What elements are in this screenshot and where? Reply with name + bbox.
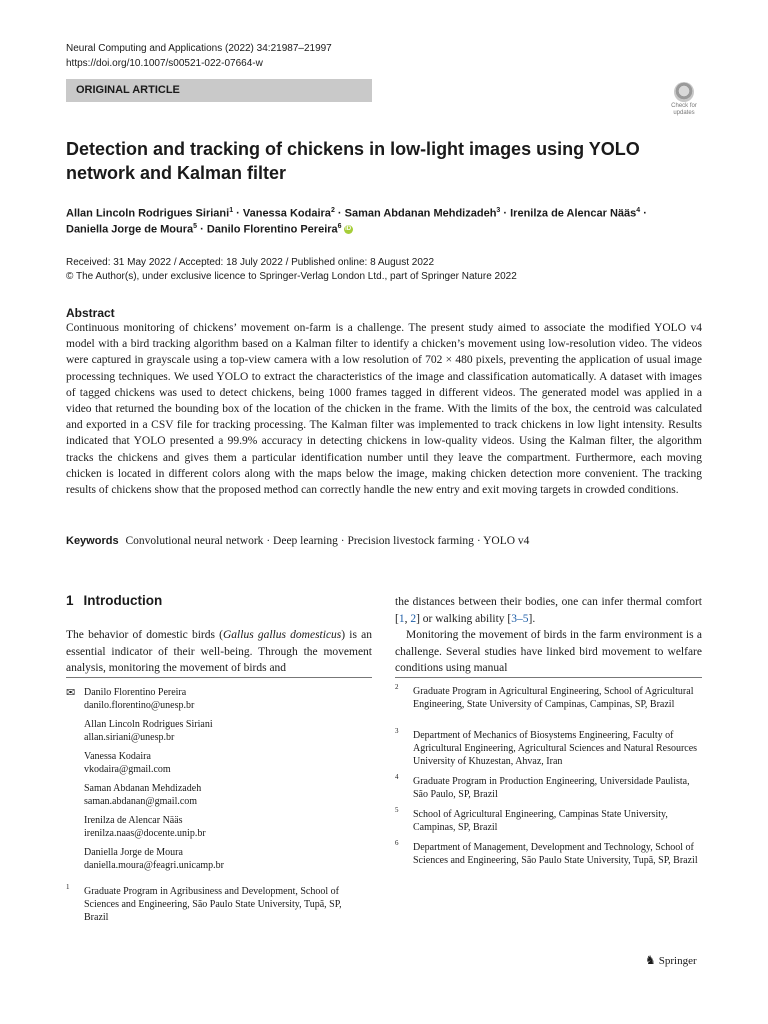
- abstract-body: Continuous monitoring of chickens’ movement on-farm is a challenge. The present study aimed to associate the modified YOLO v4 model with a bird tracking algorithm based on a Kalman filter to identify a chicken’s movement using low-resolution video. The videos were captured in grayscale using a top-view camera with a low resolution of 702 × 480 pixels, preventing the application of usual image processing techniques. We used YOLO to extract the characteristics of the image and classification automatically. A dataset with images of tagged chickens was used to detect chickens, being 1000 frames tagged in different videos. The generated model was applied in a video that returned the bounding box of the location of the chicken in the frame. With the limits of the box, the centroid was calculated and exported in a CSV file for tracking processing. The Kalman filter was implemented to track chickens in low light intensity. Results indicated that YOLO presented a 99.9% accuracy in detecting chickens in low-quality videos. Using the Kalman filter, the algorithm tracks the chickens and gives them a particular identification number until they leave the compartment. Furthermore, each moving chicken is located in different colors along with the maps below the image, making chicken detection more convenient. The tracking results of chickens show that the proposed method can correctly handle the new entry and exit moving targets in crowded conditions.: [66, 322, 702, 497]
- affiliation-text: Graduate Program in Agribusiness and Development, School of Sciences and Engineering, São Paulo State University, Tupã, SP, Brazil: [84, 886, 342, 923]
- author-name[interactable]: Irenilza de Alencar Nääs: [510, 207, 637, 220]
- contact-email[interactable]: vkodaira@gmail.com: [84, 764, 171, 775]
- affiliation-number: 5: [395, 806, 399, 814]
- section-title: Introduction: [83, 593, 163, 608]
- author-affiliation-marker: 1: [229, 207, 234, 214]
- article-title: Detection and tracking of chickens in low-light images using YOLO network and Kalman filter: [66, 139, 640, 183]
- keywords-section: Keywords Convolutional neural network · Deep learning · Precision livestock farming · YOLO v4: [66, 535, 530, 547]
- keyword: Precision livestock farming: [347, 535, 474, 547]
- intro-text: The behavior of domestic birds (: [66, 629, 223, 641]
- author-affiliation-marker: 2: [330, 207, 335, 214]
- contact-name: Irenilza de Alencar Nääs: [84, 815, 183, 826]
- keyword: YOLO v4: [483, 535, 530, 547]
- affiliation-text: School of Agricultural Engineering, Campinas State University, Campinas, SP, Brazil: [413, 809, 668, 833]
- intro-paragraph-left: [66, 627, 372, 677]
- publication-dates: [66, 256, 517, 284]
- contact-email[interactable]: daniella.moura@feagri.unicamp.br: [84, 860, 224, 871]
- article-type-banner: ORIGINAL ARTICLE: [66, 79, 372, 102]
- affiliation-number: 2: [395, 683, 399, 691]
- author-affiliation-marker: 6: [337, 223, 342, 230]
- footnote-divider: [395, 677, 702, 678]
- affiliation-number: 1: [66, 883, 70, 891]
- intro-column-right: [395, 594, 702, 677]
- intro-text: the distances between their bodies, one can infer thermal comfort [: [395, 596, 702, 625]
- author-name[interactable]: Vanessa Kodaira: [242, 207, 331, 220]
- contact-name: Daniella Jorge de Moura: [84, 847, 183, 858]
- intro-text: ,: [404, 612, 411, 625]
- citation-link[interactable]: 2: [410, 612, 417, 625]
- affiliation-text: Graduate Program in Production Engineering, Universidade Paulista, São Paulo, SP, Brazil: [413, 776, 690, 800]
- author-affiliation-marker: 4: [636, 207, 641, 214]
- intro-paragraph: [395, 594, 702, 627]
- author-list-line-2: Daniella Jorge de Moura$^5$ · Danilo Florentino Pereira$^6$ iD: [66, 223, 352, 236]
- copyright-notice: © The Author(s), under exclusive licence to Springer-Verlag London Ltd., part of Springer Nature 2022: [66, 271, 517, 282]
- contact-entry: [84, 846, 224, 872]
- author-name[interactable]: Daniella Jorge de Moura: [66, 223, 194, 236]
- author-name[interactable]: Saman Abdanan Mehdizadeh: [344, 207, 497, 220]
- keyword: Deep learning: [273, 535, 338, 547]
- intro-text: ] or walking ability [: [416, 612, 512, 625]
- contact-entry: [84, 750, 171, 776]
- date-history: Received: 31 May 2022 / Accepted: 18 July 2022 / Published online: 8 August 2022: [66, 257, 435, 268]
- author-name[interactable]: Danilo Florentino Pereira: [206, 223, 338, 236]
- intro-text: ].: [528, 612, 536, 625]
- contact-name: Allan Lincoln Rodrigues Siriani: [84, 719, 213, 730]
- intro-text: ) is an essential indicator of their well-being. Through the movement analysis, monitoring the movement of birds and: [66, 629, 373, 674]
- affiliation-text: Graduate Program in Agricultural Engineering, School of Agricultural Engineering, State University of Campinas, Campinas, SP, Brazil: [413, 686, 694, 710]
- author-affiliation-marker: 5: [193, 223, 198, 230]
- species-name: Gallus gallus domesticus: [223, 629, 342, 641]
- intro-paragraph: Monitoring the movement of birds in the farm environment is a challenge. Several studies have linked bird movement to welfare conditions using manual: [395, 629, 702, 674]
- author-name[interactable]: Allan Lincoln Rodrigues Siriani: [66, 207, 230, 220]
- check-updates-label: Check for updates: [671, 103, 697, 116]
- affiliation-number: 4: [395, 773, 399, 781]
- section-number: 1: [66, 593, 74, 608]
- check-updates-icon: [674, 82, 694, 102]
- contact-entry: [84, 686, 194, 712]
- journal-citation: Neural Computing and Applications (2022) 34:21987–21997: [66, 43, 332, 54]
- affiliation-text: Department of Mechanics of Biosystems Engineering, Faculty of Agricultural Engineering, Agricultural Sciences and Natural Resources University of Khuzestan, Ahvaz, Iran: [413, 730, 698, 767]
- journal-header: [66, 41, 332, 71]
- affiliation-number: 3: [395, 727, 399, 735]
- citation-link[interactable]: 1: [398, 612, 405, 625]
- contact-email[interactable]: irenilza.naas@docente.unip.br: [84, 828, 206, 839]
- contact-name: Danilo Florentino Pereira: [84, 687, 187, 698]
- affiliation-number: 6: [395, 839, 399, 847]
- author-list-line-1: Allan Lincoln Rodrigues Siriani$^1$ · Vanessa Kodaira$^2$ · Saman Abdanan Mehdizadeh$^3$ · Irenilza de Alencar Nääs$^4$ ·: [66, 207, 647, 220]
- citation-link[interactable]: 3–5: [511, 612, 529, 625]
- contact-name: Saman Abdanan Mehdizadeh: [84, 783, 202, 794]
- keywords-label: Keywords: [66, 535, 119, 547]
- contact-email[interactable]: saman.abdanan@gmail.com: [84, 796, 198, 807]
- contact-email[interactable]: danilo.florentino@unesp.br: [84, 700, 195, 711]
- keyword: Convolutional neural network: [125, 535, 264, 547]
- contact-email[interactable]: allan.siriani@unesp.br: [84, 732, 175, 743]
- affiliation-text: Department of Management, Development and Technology, School of Sciences and Engineering, São Paulo State University, Tupã, SP, Brazil: [413, 842, 698, 866]
- springer-horse-icon: ♞: [645, 953, 656, 967]
- doi-link[interactable]: https://doi.org/10.1007/s00521-022-07664-w: [66, 58, 263, 69]
- check-for-updates-badge[interactable]: [664, 82, 704, 122]
- contact-name: Vanessa Kodaira: [84, 751, 151, 762]
- footnote-divider: [66, 677, 372, 678]
- orcid-icon[interactable]: iD: [345, 226, 352, 233]
- contact-entry: [84, 718, 213, 744]
- author-affiliation-marker: 3: [496, 207, 501, 214]
- publisher-name: Springer: [658, 955, 697, 967]
- publisher-logo: [645, 953, 697, 968]
- abstract-heading: Abstract: [66, 306, 115, 320]
- section-heading-introduction: [66, 593, 172, 608]
- contact-entry: [84, 814, 206, 840]
- mail-icon: ✉: [66, 687, 76, 699]
- contact-entry: [84, 782, 201, 808]
